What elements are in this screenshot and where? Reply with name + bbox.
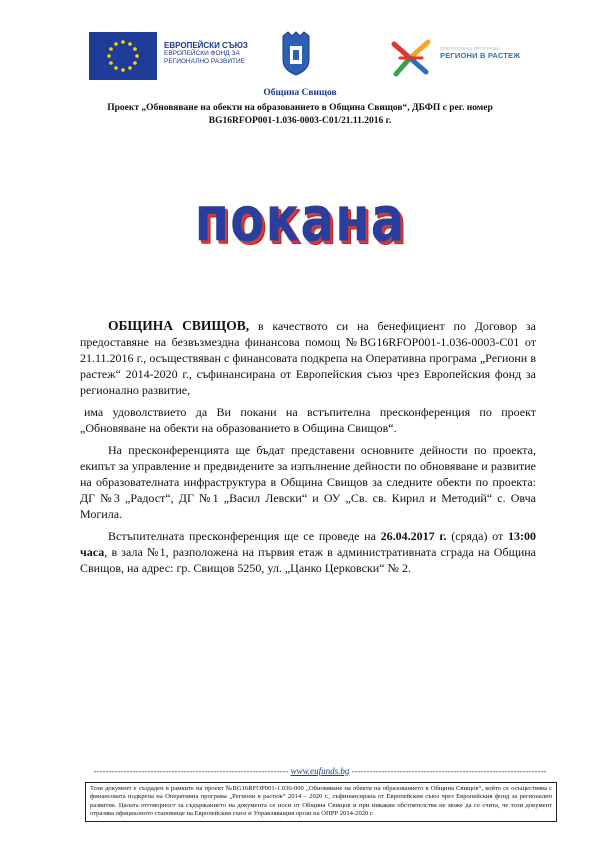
event-time: 13:00 часа <box>80 529 536 559</box>
eu-line1: ЕВРОПЕЙСКИ СЪЮЗ <box>164 41 248 50</box>
project-line-1: Проект „Обновяване на обекти на образованието в Община Свищов“, ДБФП с рег. номер <box>107 103 493 113</box>
invitation-body <box>80 318 536 582</box>
municipality-name: Община Свищов <box>263 88 337 98</box>
eu-fund-label <box>164 42 274 66</box>
municipality-crest-icon <box>280 30 312 76</box>
footer-dashes-right: ----------------------------------------------------------------- <box>351 766 547 776</box>
paragraph-4 <box>80 528 536 576</box>
eufunds-link[interactable]: www.eufunds.bg <box>290 766 350 776</box>
project-line-2: BG16RFOP001-1.036-0003-C01/21.11.2016 г. <box>208 116 392 126</box>
regions-label <box>440 46 520 60</box>
eu-line2: ЕВРОПЕЙСКИ ФОНД ЗА <box>164 50 240 57</box>
header-logos <box>0 30 600 100</box>
eu-flag-icon <box>89 32 157 80</box>
eu-line3: РЕГИОНАЛНО РАЗВИТИЕ <box>164 58 245 65</box>
paragraph-intro <box>80 318 536 398</box>
footer-website-line <box>85 766 555 776</box>
project-reference <box>60 102 540 128</box>
p4-part-b: (сряда) от <box>446 529 508 543</box>
invitation-title: покана <box>194 182 406 256</box>
regions-sub-label: ОПЕРАТИВНА ПРОГРАМА <box>440 46 500 51</box>
footer-dashes-left: ----------------------------------------------------------------- <box>93 766 289 776</box>
event-date: 26.04.2017 г. <box>380 529 447 543</box>
regions-title: РЕГИОНИ В РАСТЕЖ <box>440 51 521 60</box>
p4-part-a: Встъпителната пресконференция ще се проведе на <box>108 529 381 543</box>
paragraph-2: има удоволствието да Ви покани на встъпителна пресконференция по проект „Обновяване на обекти на образованието в Община Свищов“. <box>80 405 536 435</box>
paragraph-1-text: в качеството си на бенефициент по Договор за предоставяне на безвъзмездна финансова помощ №BG16RFOP001-1.036-0003-C01 от 21.11.2016 г., осъществяван с финансовата подкрепа на Оперативна програма „Региони в растеж“ 2014-2020 г., съфинансирана от Европейския съюз чрез Европейския фонд за регионално развитие, <box>80 319 536 397</box>
disclaimer-box: Този документ е създаден в рамките на проект №BG16RFOP001-1.036-000 „Обновяване на обекти на образованието в Община Свищов“, който се осъществява с финансовата подкрепа на Оперативна програма „Региони в растеж“ 2014 – 2020 г., съфинансирана от Европейския съюз чрез Европейския фонд за регионално развитие. Цялата отговорност за съдържанието на документа се носи от Община Свищов и при никакви обстоятелства не може да се счита, че този документ отразява официалното становище на Европейския съюз и Управляващия орган на ОПРР 2014-2020 г. <box>85 782 557 822</box>
regions-in-growth-logo-icon <box>388 36 434 82</box>
paragraph-3: На пресконференцията ще бъдат представени основните дейности по проекта, екипът за управление и предвидените за изпълнение дейности по обновяване и развитие на образователната инфраструктура в Община Свищов за следните обекти по проекта: ДГ №3 „Радост“, ДГ №1 „Васил Левски“ и ОУ „Св. св. Кирил и Методий“ с. Овча Могила. <box>80 443 536 521</box>
lead-municipality: ОБЩИНА СВИЩОВ, <box>108 318 250 333</box>
p4-part-c: , в зала №1, разположена на първия етаж в административната сграда на Община Свищов, на адрес: гр. Свищов 5250, ул. „Цанко Церковски“ № 2. <box>80 545 536 575</box>
